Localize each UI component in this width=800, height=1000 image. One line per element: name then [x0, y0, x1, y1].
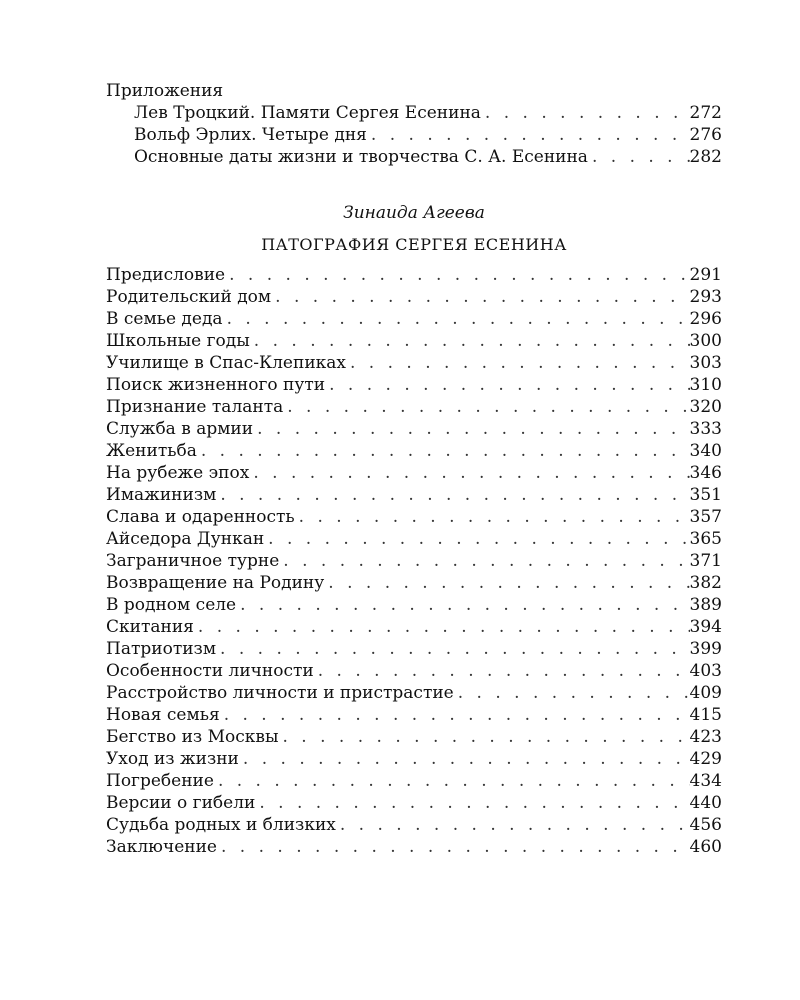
dot-leader: [216, 638, 690, 660]
toc-entry-page: 296: [689, 309, 722, 329]
toc-entry: [106, 572, 722, 594]
toc-entry-page: 440: [689, 793, 722, 813]
toc-entry-page: 300: [689, 331, 722, 351]
toc-entry-title: Имажинизм: [106, 485, 217, 505]
dot-leader: [220, 704, 690, 726]
toc-entry-page: 310: [689, 375, 722, 395]
toc-entry-page: 423: [689, 727, 722, 747]
toc-entry-title: Слава и одаренность: [106, 507, 295, 527]
toc-entry-title: Служба в армии: [106, 419, 254, 439]
toc-entry: [106, 440, 722, 462]
toc-entry-title: Вольф Эрлих. Четыре дня: [134, 125, 367, 145]
table-of-contents: [106, 80, 722, 858]
dot-leader: [216, 484, 689, 506]
toc-entry-page: 340: [689, 441, 722, 461]
toc-entry-title: Скитания: [106, 617, 194, 637]
toc-entry-title: Новая семья: [106, 705, 220, 725]
dot-leader: [271, 286, 689, 308]
dot-leader: [214, 770, 690, 792]
toc-entry: [106, 146, 722, 168]
toc-entry-page: 282: [689, 147, 722, 167]
toc-entry-page: 429: [689, 749, 722, 769]
toc-entry: [106, 726, 722, 748]
toc-entry-page: 276: [689, 125, 722, 145]
toc-entry-title: Заграничное турне: [106, 551, 280, 571]
toc-entry: [106, 102, 722, 124]
toc-entry-title: Судьба родных и близких: [106, 815, 336, 835]
toc-entry-title: Погребение: [106, 771, 214, 791]
toc-entry: [106, 748, 722, 770]
toc-entry-page: 357: [689, 507, 722, 527]
toc-entry-title: В родном селе: [106, 595, 237, 615]
toc-entry-page: 371: [689, 551, 722, 571]
toc-entry: [106, 770, 722, 792]
toc-entry-page: 291: [689, 265, 722, 285]
toc-entry-title: Училище в Спас-Клепиках: [106, 353, 346, 373]
dot-leader: [236, 594, 689, 616]
toc-entry: [106, 462, 722, 484]
toc-entry-page: 365: [689, 529, 722, 549]
toc-entry-title: Родительский дом: [106, 287, 272, 307]
toc-entry: [106, 506, 722, 528]
toc-entry-title: Возвращение на Родину: [106, 573, 325, 593]
toc-entry-title: Поиск жизненного пути: [106, 375, 326, 395]
toc-entry: [106, 792, 722, 814]
dot-leader: [255, 792, 689, 814]
author-name: Зинаида Агеева: [343, 203, 485, 223]
toc-entry-page: 333: [689, 419, 722, 439]
toc-entry-page: 399: [689, 639, 722, 659]
toc-entry: [106, 528, 722, 550]
dot-leader: [217, 836, 690, 858]
dot-leader: [283, 396, 689, 418]
toc-entry-title: Школьные годы: [106, 331, 250, 351]
toc-entry-title: Предисловие: [106, 265, 226, 285]
toc-entry: [106, 308, 722, 330]
toc-entry-title: Заключение: [106, 837, 217, 857]
toc-entry-page: 382: [689, 573, 722, 593]
toc-entry-page: 394: [689, 617, 722, 637]
dot-leader: [336, 814, 690, 836]
toc-entry-page: 434: [689, 771, 722, 791]
toc-entry-page: 456: [689, 815, 722, 835]
book-title: ПАТОГРАФИЯ СЕРГЕЯ ЕСЕНИНА: [261, 235, 567, 254]
toc-entry: [106, 484, 722, 506]
dot-leader: [250, 330, 690, 352]
dot-leader: [314, 660, 690, 682]
toc-entry-title: Признание таланта: [106, 397, 284, 417]
toc-entry-title: Айседора Дункан: [106, 529, 265, 549]
toc-entry-title: Основные даты жизни и творчества С. А. Есенина: [134, 147, 588, 167]
toc-entry-title: Женитьба: [106, 441, 197, 461]
dot-leader: [225, 264, 689, 286]
toc-entry-title: Расстройство личности и пристрастие: [106, 683, 454, 703]
toc-entry-page: 346: [689, 463, 722, 483]
toc-entry-title: Бегство из Москвы: [106, 727, 279, 747]
toc-entry-page: 460: [689, 837, 722, 857]
toc-entry-page: 351: [689, 485, 722, 505]
toc-entry: [106, 124, 722, 146]
appendix-heading: Приложения: [106, 81, 224, 101]
toc-entry: [106, 352, 722, 374]
dot-leader: [346, 352, 690, 374]
dot-leader: [481, 102, 690, 124]
dot-leader: [279, 550, 689, 572]
dot-leader: [223, 308, 690, 330]
toc-entry: [106, 264, 722, 286]
dot-leader: [325, 374, 689, 396]
dot-leader: [295, 506, 690, 528]
toc-entry: [106, 682, 722, 704]
dot-leader: [264, 528, 689, 550]
toc-entry: [106, 374, 722, 396]
dot-leader: [249, 462, 689, 484]
toc-entry: [106, 814, 722, 836]
toc-entry: [106, 550, 722, 572]
toc-entry-page: 403: [689, 661, 722, 681]
dot-leader: [194, 616, 690, 638]
toc-entry-title: На рубеже эпох: [106, 463, 250, 483]
toc-entry-title: Уход из жизни: [106, 749, 239, 769]
dot-leader: [239, 748, 690, 770]
dot-leader: [367, 124, 690, 146]
toc-entry: [106, 330, 722, 352]
dot-leader: [279, 726, 690, 748]
toc-entry-title: Лев Троцкий. Памяти Сергея Есенина: [134, 103, 481, 123]
appendix-list: [106, 102, 722, 168]
toc-entry-title: Патриотизм: [106, 639, 217, 659]
toc-entry-title: Особенности личности: [106, 661, 314, 681]
toc-entry: [106, 616, 722, 638]
dot-leader: [454, 682, 690, 704]
toc-entry: [106, 836, 722, 858]
toc-entry: [106, 638, 722, 660]
toc-entry-page: 409: [689, 683, 722, 703]
toc-entry: [106, 286, 722, 308]
dot-leader: [197, 440, 690, 462]
toc-entry-page: 303: [689, 353, 722, 373]
toc-entry: [106, 594, 722, 616]
toc-entry-page: 272: [689, 103, 722, 123]
toc-entry-page: 415: [689, 705, 722, 725]
toc-entry: [106, 396, 722, 418]
toc-entry: [106, 418, 722, 440]
toc-entry-page: 389: [689, 595, 722, 615]
toc-entry-page: 320: [689, 397, 722, 417]
toc-entry: [106, 704, 722, 726]
chapter-list: [106, 264, 722, 858]
dot-leader: [253, 418, 689, 440]
toc-entry-page: 293: [689, 287, 722, 307]
toc-entry-title: В семье деда: [106, 309, 223, 329]
toc-entry-title: Версии о гибели: [106, 793, 256, 813]
dot-leader: [588, 146, 690, 168]
dot-leader: [324, 572, 689, 594]
toc-entry: [106, 660, 722, 682]
